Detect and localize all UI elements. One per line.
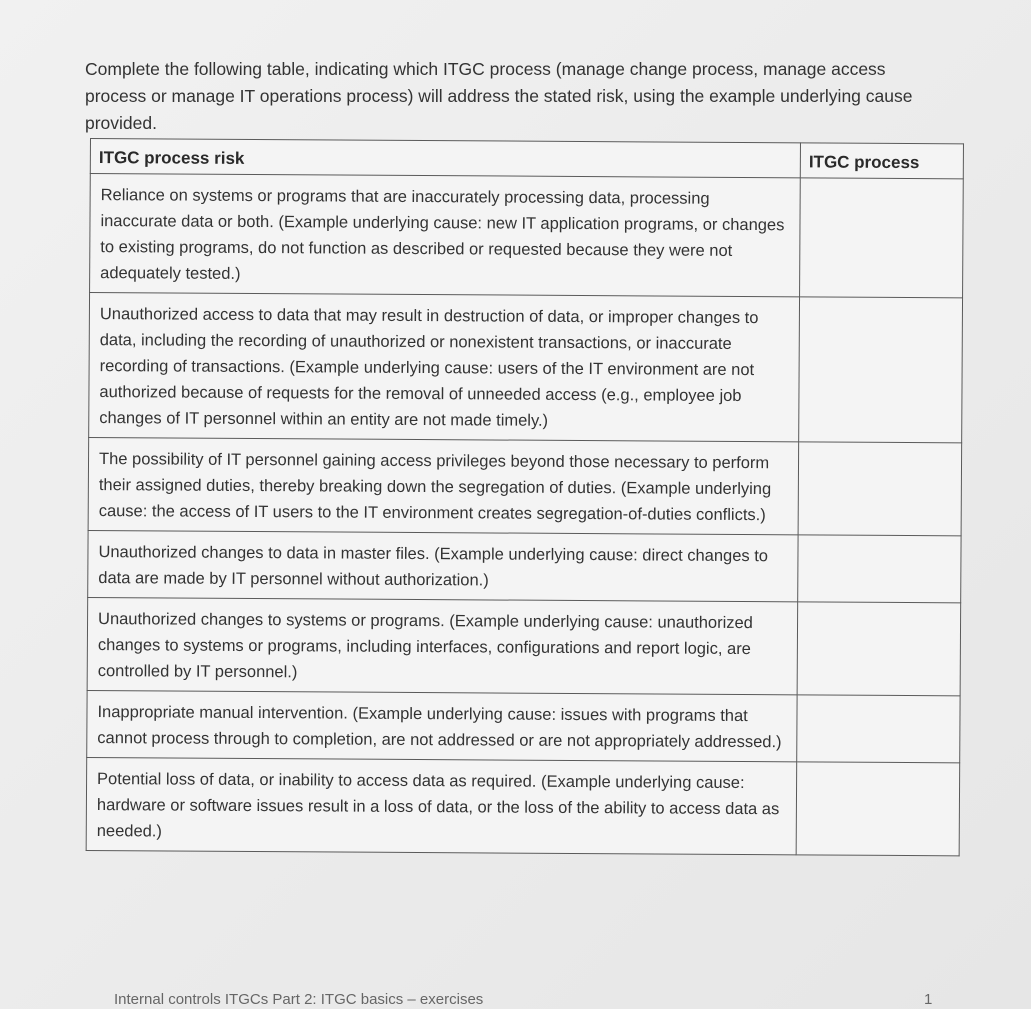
- table-row: [90, 174, 964, 298]
- table-header-row: [90, 139, 963, 179]
- risk-cell: Potential loss of data, or inability to access data as required. (Example underlying cause: hardware or software issues result in a loss of data, or the loss of the ability to access data as needed.): [86, 757, 797, 854]
- risk-cell: Unauthorized changes to systems or programs. (Example underlying cause: unauthorized changes to systems or programs, including interfaces, configurations and report logic, are controlled by IT personnel.): [87, 597, 798, 694]
- table-row: [86, 757, 960, 855]
- risk-cell: Unauthorized access to data that may result in destruction of data, or improper changes to data, including the recording of unauthorized or nonexistent transactions, or inaccurate recording of transactions. (Example underlying cause: users of the IT environment are not authorized because of requests for the removal of unneeded access (e.g., employee job changes of IT personnel within an entity are not made timely.): [89, 293, 800, 442]
- risk-cell: Inappropriate manual intervention. (Example underlying cause: issues with programs that cannot process through to completion, are not addressed or are not appropriately addressed.): [87, 690, 797, 761]
- risk-cell: Unauthorized changes to data in master files. (Example underlying cause: direct changes to data are made by IT personnel without authorization.): [88, 530, 798, 601]
- page-number: 1: [924, 991, 933, 1008]
- table-row: [89, 293, 963, 443]
- table-row: [87, 690, 960, 762]
- process-cell[interactable]: [798, 535, 961, 603]
- risk-cell: The possibility of IT personnel gaining access privileges beyond those necessary to perform their assigned duties, thereby breaking down the segregation of duties. (Example underlying cause: the access of IT users to the IT environment creates segregation-of-duties conflicts.): [88, 437, 799, 534]
- table-row: [87, 597, 961, 695]
- header-process: ITGC process: [800, 143, 963, 179]
- header-risk: ITGC process risk: [90, 139, 800, 178]
- footer-title: Internal controls ITGCs Part 2: ITGC basics – exercises: [114, 991, 484, 1008]
- process-cell[interactable]: [799, 297, 963, 443]
- itgc-table: [86, 138, 964, 856]
- process-cell[interactable]: [797, 695, 960, 763]
- itgc-table-wrapper: [86, 138, 970, 856]
- risk-cell: Reliance on systems or programs that are inaccurately processing data, processing inaccurate data or both. (Example underlying cause: new IT application programs, or changes to existing programs, do not function as described or requested because they were not adequately tested.): [90, 174, 801, 297]
- process-cell[interactable]: [798, 442, 962, 536]
- process-cell[interactable]: [797, 602, 961, 696]
- process-cell[interactable]: [796, 762, 960, 856]
- process-cell[interactable]: [800, 178, 964, 298]
- table-row: [88, 530, 961, 602]
- instructions-paragraph: Complete the following table, indicating which ITGC process (manage change process, manage access process or manage IT operations process) will address the stated risk, using the example underlying cause provided.: [85, 58, 913, 133]
- table-row: [88, 437, 962, 535]
